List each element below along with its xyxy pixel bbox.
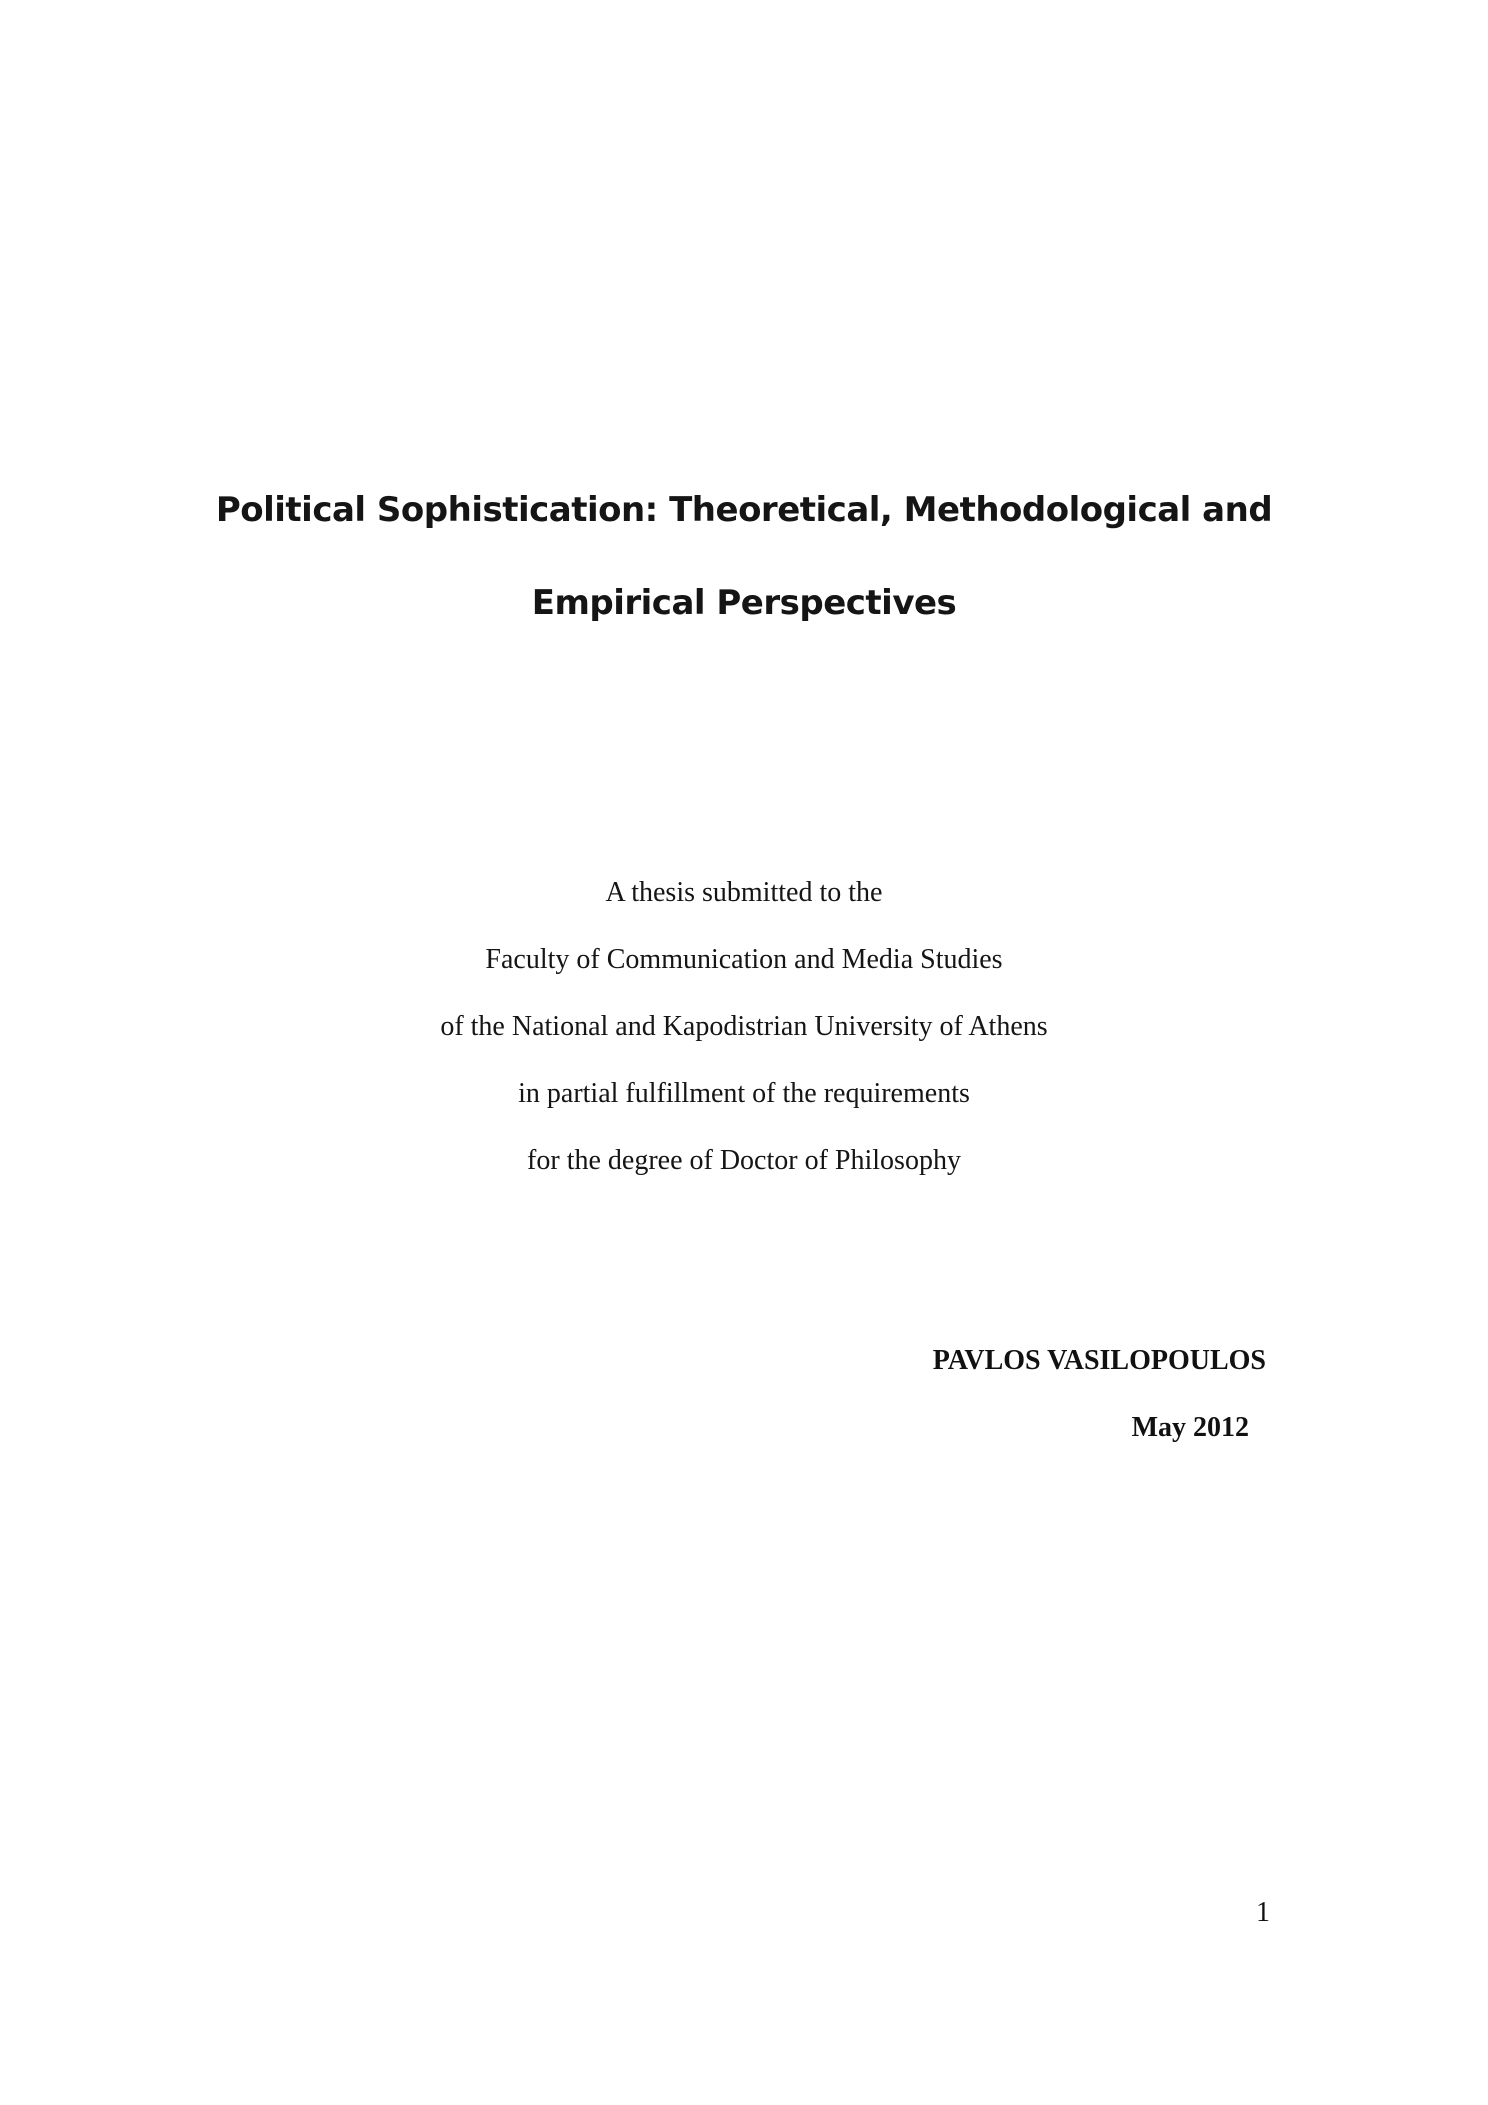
submission-line: for the degree of Doctor of Philosophy — [527, 1145, 961, 1176]
submission-line: in partial fulfillment of the requirements — [518, 1078, 970, 1109]
thesis-title-line-1: Political Sophistication: Theoretical, Methodological and — [215, 490, 1273, 530]
author-name: PAVLOS VASILOPOULOS — [932, 1345, 1266, 1376]
submission-line: Faculty of Communication and Media Studies — [485, 944, 1003, 975]
page-number: 1 — [1256, 1897, 1270, 1928]
submission-date: May 2012 — [1131, 1412, 1249, 1443]
thesis-title-line-2: Empirical Perspectives — [531, 583, 957, 623]
submission-line: of the National and Kapodistrian University of Athens — [440, 1011, 1048, 1042]
submission-line: A thesis submitted to the — [605, 877, 883, 908]
